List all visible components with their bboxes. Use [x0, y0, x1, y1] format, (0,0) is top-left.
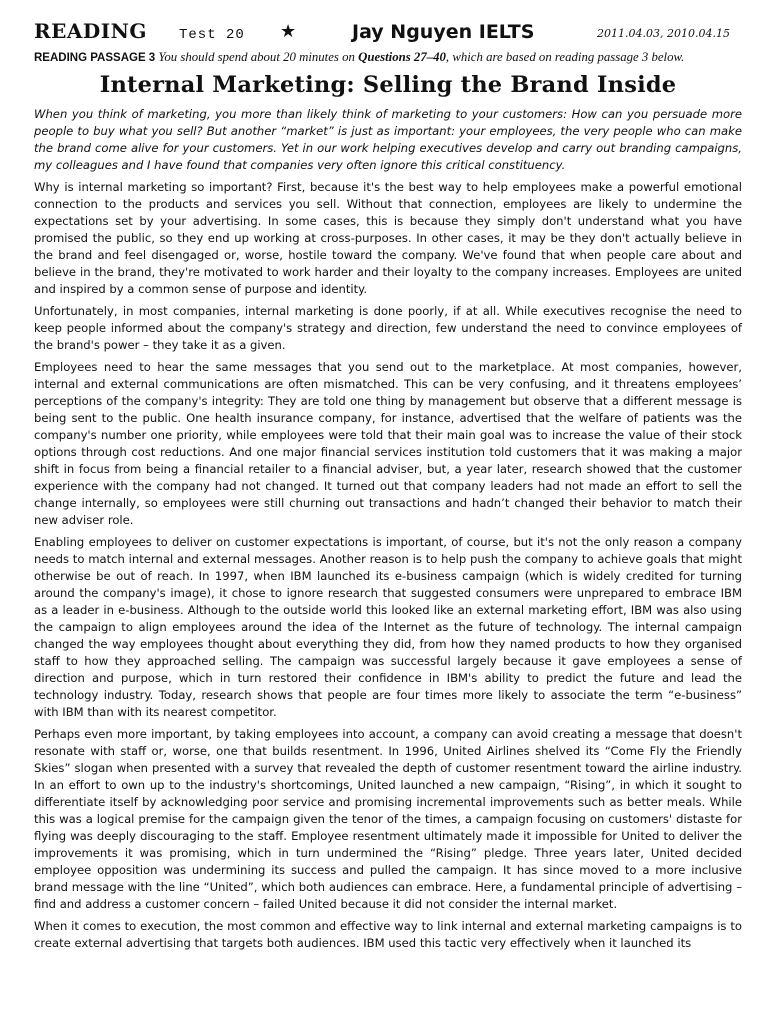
document-page	[34, 18, 742, 952]
questions-range: Questions 27–40	[358, 50, 446, 64]
body-paragraph: Perhaps even more important, by taking employees into account, a company can avoid creating a message that doesn't resonate with staff or, worse, one that builds resentment. In 1996, United Airlines shelved its “Come Fly the Friendly Skies” slogan when presented with a survey that revealed the depth of customer resentment toward the airline industry. In an effort to own up to the industry's shortcomings, United launched a new campaign, “Rising”, in which it sought to differentiate itself by acknowledging poor service and promising incremental improvements such as better meals. While this was a logical premise for the campaign given the tenor of the times, a campaign focusing on customers' distaste for flying was deeply discouraging to the staff. Employee resentment ultimately made it impossible for United to deliver the improvements it was promising, which in turn undermined the “Rising” pledge. Three years later, United decided employee opposition was undermining its success and pulled the campaign. It has since moved to a more inclusive brand message with the line “United”, which both audiences can embrace. Here, a fundamental principle of advertising – find and address a customer concern – failed United because it did not consider the internal market.	[34, 727, 742, 911]
body-paragraph: Enabling employees to deliver on customer expectations is important, of course, but it's not the only reason a company needs to match internal and external messages. Another reason is to help push the company to achieve goals that might otherwise be out of reach. In 1997, when IBM launched its e-business campaign (which is widely credited for turning around the company's image), it chose to ignore research that suggested consumers were unprepared to embrace IBM as a leader in e-business. Although to the outside world this looked like an external marketing effort, IBM was also using the campaign to align employees around the idea of the Internet as the future of technology. The internal campaign changed the way employees thought about everything they did, from how they named products to how they organised staff to how they approached selling. The campaign was successful largely because it gave employees a sense of direction and purpose, which in turn restored their confidence in IBM's ability to predict the future and lead the technology industry. Today, research shows that people are four times more likely to associate the term “e-business” with IBM than with its nearest competitor.	[34, 535, 742, 719]
passage-title: Internal Marketing: Selling the Brand Inside	[99, 72, 677, 98]
body-paragraph: Unfortunately, in most companies, internal marketing is done poorly, if at all. While executives recognise the need to keep people informed about the company's strategy and direction, few understand the need to convince employees of the brand's power – they take it as a given.	[34, 304, 742, 352]
brand-name: Jay Nguyen IELTS	[352, 21, 535, 43]
test-dates: 2011.04.03, 2010.04.15	[597, 27, 730, 40]
test-number: Test 20	[179, 27, 245, 43]
passage-label: READING PASSAGE 3	[34, 52, 156, 64]
intro-paragraph: When you think of marketing, you more than likely think of marketing to your customers: How can you persuade more people to buy what you sell? But another “market” is just as important: your employees, the very people who can make the brand come alive for your customers. Yet in our work helping executives develop and carry out branding campaigns, my colleagues and I have found that companies very often ignore this critical constituency.	[34, 107, 742, 172]
star-icon: ★	[280, 21, 297, 42]
body-paragraph: Employees need to hear the same messages that you send out to the marketplace. At most companies, however, internal and external communications are often mismatched. This can be very confusing, and it threatens employees’ perceptions of the company's integrity: They are told one thing by management but observe that a different message is being sent to the public. One health insurance company, for instance, advertised that the welfare of patients was the company's number one priority, while employees were told that their main goal was to increase the value of their stock options through cost reductions. And one major financial services institution told customers that it was making a major shift in focus from being a financial retailer to a financial adviser, but, a year later, research showed that the customer experience with the company had not changed. It turned out that company leaders had not made an effort to sell the change internally, so employees were still churning out transactions and hadn’t changed their behavior to match their new adviser role.	[34, 360, 742, 527]
body-paragraph: When it comes to execution, the most common and effective way to link internal and external marketing campaigns is to create external advertising that targets both audiences. IBM used this tactic very effectively when it launched its	[34, 919, 742, 950]
instruction-text-2: , which are based on reading passage 3 below.	[445, 50, 685, 64]
body-paragraph: Why is internal marketing so important? First, because it's the best way to help employees make a powerful emotional connection to the products and services you sell. Without that connection, employees are likely to undermine the expectations set by your advertising. In some cases, this is because they simply don't understand what you have promised the public, so they end up working at cross-purposes. In other cases, it may be they don't actually believe in the brand and feel disengaged or, worse, hostile toward the company. We've found that when people care about and believe in the brand, they're motivated to work harder and their loyalty to the company increases. Employees are united and inspired by a common sense of purpose and identity.	[34, 180, 742, 296]
instruction-text-1: You should spend about 20 minutes on	[158, 50, 355, 64]
passage-instruction	[34, 50, 742, 66]
page-header	[34, 18, 742, 48]
section-label: READING	[34, 19, 147, 43]
